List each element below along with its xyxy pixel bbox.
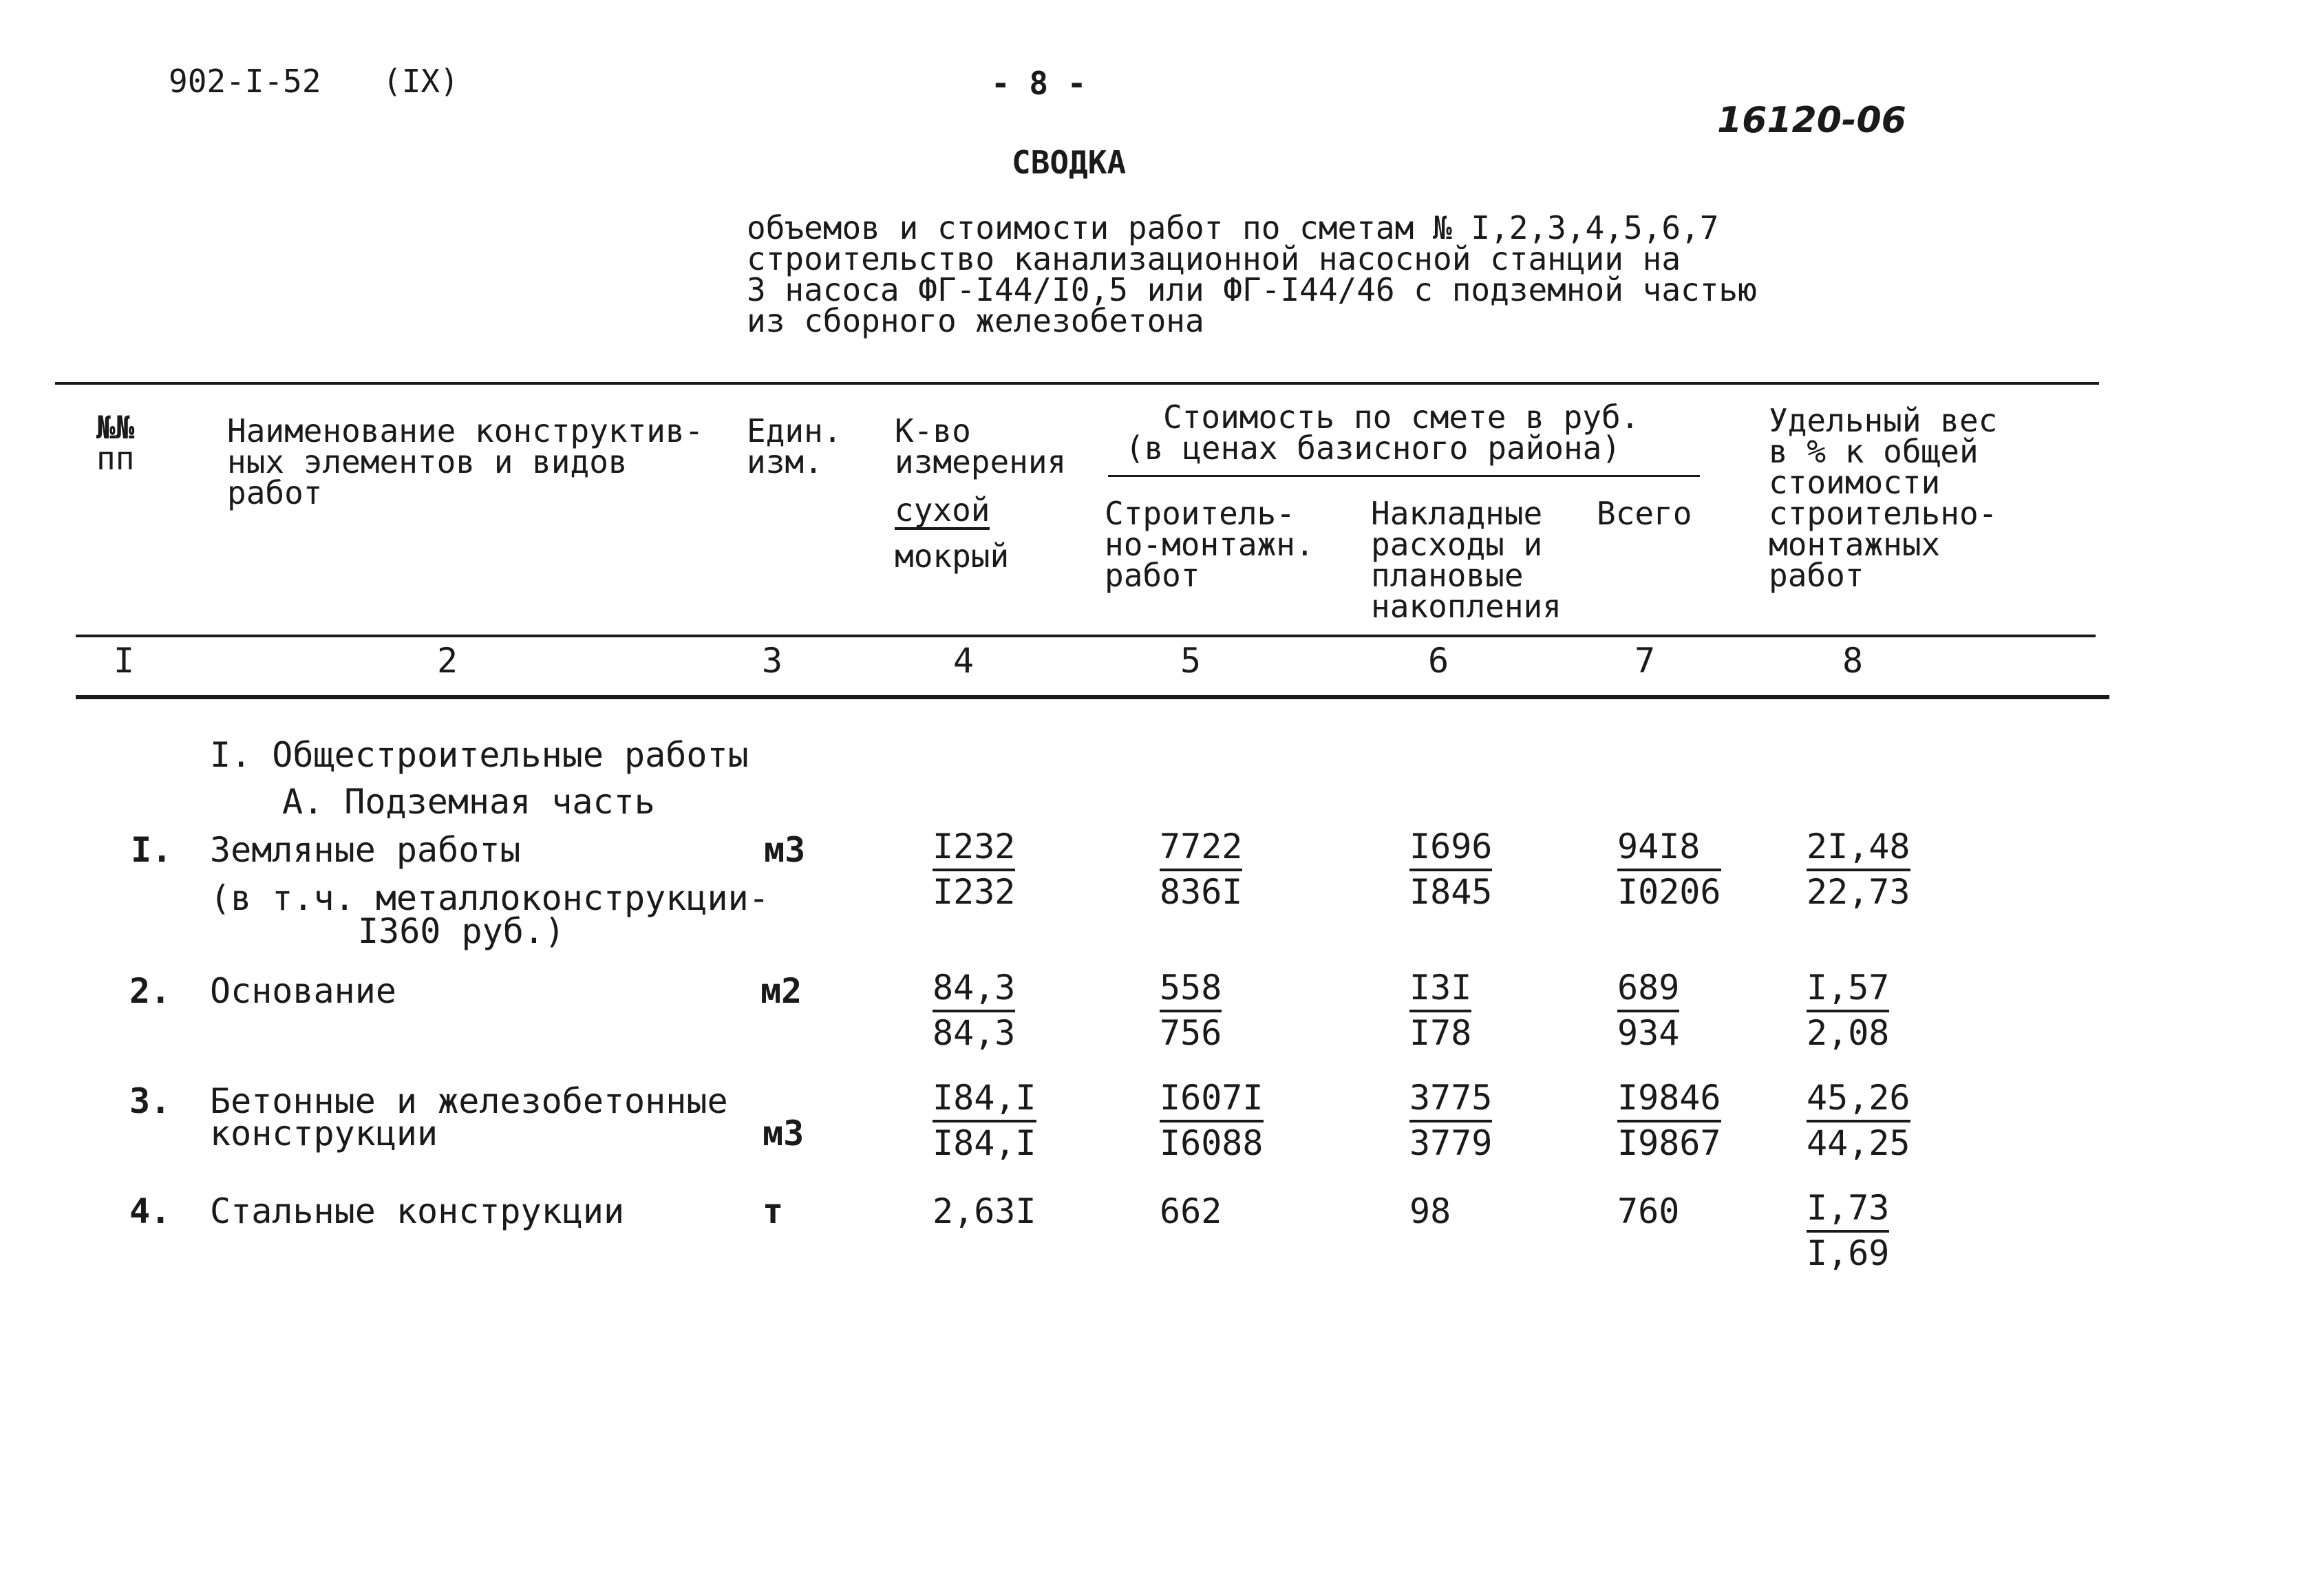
header-overhead-line-1: Накладные [1371,495,1543,532]
subtitle-line-1: объемов и стоимости работ по сметам № I,2,3,4,5,6,7 [747,209,1719,246]
row-3-overhead: $\frac{3775}{3779}$ [1409,1078,1493,1163]
row-4-overhead: 98 [1409,1191,1451,1231]
document-series: 902-I-52 [169,63,321,100]
row-1-smr: $\frac{7722}{836I}$ [1160,827,1243,912]
row-3-smr: $\frac{I607I}{I6088}$ [1160,1078,1264,1163]
header-bottom-rule [76,635,2096,637]
header-share-line-1: Удельный вес [1769,402,1998,439]
column-number-5: 5 [1180,641,1202,681]
column-number-8: 8 [1842,641,1864,681]
header-name-line-1: Наименование конструктив- [227,412,704,449]
row-1-overhead: $\frac{I696}{I845}$ [1409,827,1493,912]
row-3-share: $\frac{45,26}{44,25}$ [1807,1078,1910,1163]
header-num-label: пп [96,440,135,477]
row-1-share: $\frac{2I,48}{22,73}$ [1807,827,1910,912]
header-unit-line-1: Един. [747,412,842,449]
row-1-qty: $\frac{I232}{I232}$ [933,827,1016,912]
header-share-line-2: в % к общей [1769,433,1979,470]
header-share-line-4: строительно- [1769,495,1998,532]
row-3-qty: $\frac{I84,I}{I84,I}$ [933,1078,1036,1163]
column-number-1: I [113,641,135,681]
row-2-overhead: $\frac{I3I}{I78}$ [1409,968,1472,1053]
header-qty-wet: мокрый [895,538,1010,575]
row-4-number: 4. [129,1191,171,1231]
page-number: - 8 - [991,65,1087,102]
subtitle-line-3: 3 насоса ФГ-I44/I0,5 или ФГ-I44/46 с подземной частью [747,271,1757,308]
row-3-name-line-1: Бетонные и железобетонные [210,1081,728,1121]
header-share-line-5: монтажных [1769,526,1941,563]
row-2-total: $\frac{689}{934}$ [1617,968,1680,1053]
row-1-name-line-2: (в т.ч. металлоконструкции- [210,878,769,918]
header-cost-group-line-1: Стоимость по смете в руб. [1163,398,1640,436]
row-2-unit: м2 [760,971,802,1011]
row-4-share: $\frac{I,73}{I,69}$ [1807,1188,1890,1273]
row-4-smr: 662 [1160,1191,1222,1231]
header-smr-line-1: Строитель- [1105,495,1295,532]
row-4-unit: т [763,1191,784,1231]
header-num-symbol: №№ [96,409,135,446]
column-number-7: 7 [1634,641,1656,681]
row-4-name: Стальные конструкции [210,1191,625,1231]
column-number-6: 6 [1427,641,1449,681]
subtitle-line-4: из сборного железобетона [747,302,1204,339]
header-unit-line-2: изм. [747,443,823,480]
header-total: Всего [1597,495,1692,532]
document-part: (IX) [383,63,459,100]
page-title: СВОДКА [1012,144,1127,181]
row-2-share: $\frac{I,57}{2,08}$ [1807,968,1890,1053]
header-smr-line-3: работ [1105,557,1200,594]
header-name-line-3: работ [227,474,323,511]
header-share-line-3: стоимости [1769,464,1941,501]
table-top-rule [55,382,2099,385]
row-3-total: $\frac{I9846}{I9867}$ [1617,1078,1721,1163]
header-name-line-2: ных элементов и видов [227,443,628,480]
row-3-number: 3. [129,1081,171,1121]
row-1-number: I. [131,830,173,870]
cost-group-rule [1108,475,1700,477]
column-number-4: 4 [952,641,975,681]
header-smr-line-2: но-монтажн. [1105,526,1314,563]
row-1-total: $\frac{94I8}{I0206}$ [1617,827,1721,912]
row-1-unit: м3 [764,830,806,870]
subtitle-line-2: строительство канализационной насосной станции на [747,240,1681,277]
row-4-qty: 2,63I [933,1191,1036,1231]
row-1-name-line-1: Земляные работы [210,830,521,870]
column-number-3: 3 [761,641,783,681]
header-overhead-line-2: расходы и [1371,526,1543,563]
header-qty-line-1: К-во [895,412,971,449]
row-2-smr: $\frac{558}{756}$ [1160,968,1222,1053]
header-cost-group-line-2: (в ценах базисного района) [1125,429,1621,467]
header-overhead-line-4: накопления [1371,588,1562,625]
row-3-name-line-2: конструкции [210,1114,438,1153]
row-4-total: 760 [1617,1191,1680,1231]
row-2-name: Основание [210,971,396,1011]
header-share-line-6: работ [1769,557,1864,594]
archive-stamp-number: 16120-06 [1717,100,1906,141]
header-qty-line-2: измерения [895,443,1067,480]
row-2-number: 2. [129,971,171,1011]
row-1-name-line-3: I360 руб.) [358,911,566,951]
section-heading: I. Общестроительные работы [210,735,749,775]
column-numbers-rule [76,695,2109,699]
column-number-2: 2 [436,641,458,681]
header-overhead-line-3: плановые [1371,557,1524,594]
row-2-qty: $\frac{84,3}{84,3}$ [933,968,1016,1053]
header-qty-dry: сухой [895,491,990,529]
row-3-unit: м3 [763,1114,805,1153]
subsection-heading: А. Подземная часть [282,782,655,822]
